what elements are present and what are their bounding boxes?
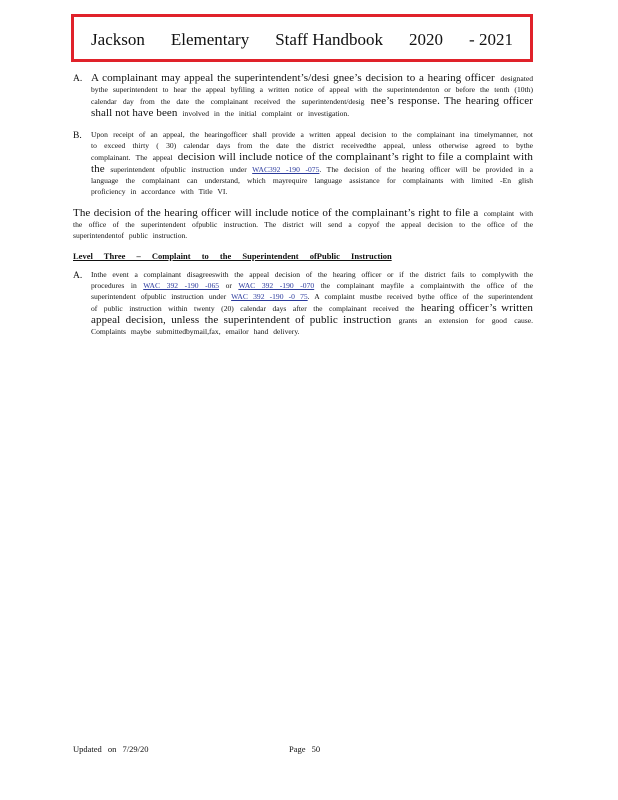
decision-text xyxy=(91,129,533,197)
decision-body: Upon receipt of an appeal, the hearingofficer shall provide a written appeal decision to the complainant ina timelymanner, not to exceed thirty ( 30) calendar days from the date the district receivedthe appeal, unless otherwise agreed to bythe complainant. The appeal xyxy=(91,130,533,162)
decision-para-big: The decision of the hearing officer will include notice of the complainant’s right to file a xyxy=(73,207,479,219)
document-body xyxy=(73,72,533,347)
appeal-text xyxy=(91,72,533,119)
list-item-complaint xyxy=(73,269,533,337)
page-title xyxy=(74,30,530,50)
footer-page-number: Page 50 xyxy=(289,744,321,754)
appeal-tail: nee’s response. The hearing officer shall not have been xyxy=(91,95,534,119)
complaint-big: hearing officer’s written appeal decision, unless the superintendent of public instruction xyxy=(91,302,533,326)
wac-070-link[interactable]: WAC 392 -190 -070 xyxy=(238,281,315,290)
footer-updated: Updated on 7/29/20 xyxy=(73,744,149,754)
title-school: Jackson xyxy=(91,30,145,49)
decision-post-link: . The decision of the hearing officer will be provided in a language the complainant can understand, which mayrequire language assistance for complainants with limited -En glish proficiency in accordance with Title VI. xyxy=(91,165,534,196)
complaint-end: grants an extension for good cause. Complaints maybe submittedbymail,fax, emailor hand delivery. xyxy=(91,316,534,336)
wac-075-link[interactable]: WAC 392 -190 -0 75 xyxy=(231,292,308,301)
decision-paragraph xyxy=(73,207,533,241)
title-handbook: Staff Handbook xyxy=(275,30,384,49)
title-year-end: - 2021 xyxy=(469,30,513,49)
complaint-mid: or xyxy=(219,281,239,290)
wac-065-link[interactable]: WAC 392 -190 -065 xyxy=(143,281,220,290)
title-level: Elementary xyxy=(170,30,250,49)
list-marker: A. xyxy=(73,271,83,281)
list-marker: B. xyxy=(73,131,82,141)
complaint-body2: the complainant mayfile a complaintwith the office of the superintendent ofpublic instruction under xyxy=(91,281,533,301)
decision-big: decision will include notice of the complainant’s right to file a complaint with the xyxy=(91,151,533,175)
decision-para-body: complaint with the office of the superintendent ofpublic instruction. The district will send a copyof the appeal decision to the office of the superintendentof public instruction. xyxy=(73,209,533,240)
appeal-end: involved in the initial complaint or investigation. xyxy=(182,109,350,118)
list-marker: A. xyxy=(73,74,83,84)
complaint-body1: Inthe event a complainant disagreeswith the appeal decision of the hearing officer or if the district fails to complywith the procedures in xyxy=(91,270,533,290)
appeal-lead: A complainant may appeal the superintendent’s/desi gnee’s decision to a hearing officer xyxy=(91,72,495,84)
complaint-text xyxy=(91,269,533,337)
wac-075-link[interactable]: WAC392 -190 -075 xyxy=(252,165,320,174)
appeal-body: designated bythe superintendent to hear the appeal byfiling a written notice of appeal with the superintendenton or before the tenth (10th) calendar day from the date the complainant received the superintendent/desig xyxy=(91,74,533,106)
complaint-body3: . A complaint mustbe received bythe office of the superintendent of public instruction within twenty (20) calendar days after the complainant received the xyxy=(91,292,533,313)
list-item-appeal xyxy=(73,72,533,119)
title-year-start: 2020 xyxy=(409,30,444,49)
header-box xyxy=(71,14,533,62)
section-heading: Level Three – Complaint to the Superintendent ofPublic Instruction xyxy=(73,251,392,261)
decision-pre-link: superintendent ofpublic instruction under xyxy=(110,165,247,174)
list-item-decision xyxy=(73,129,533,197)
